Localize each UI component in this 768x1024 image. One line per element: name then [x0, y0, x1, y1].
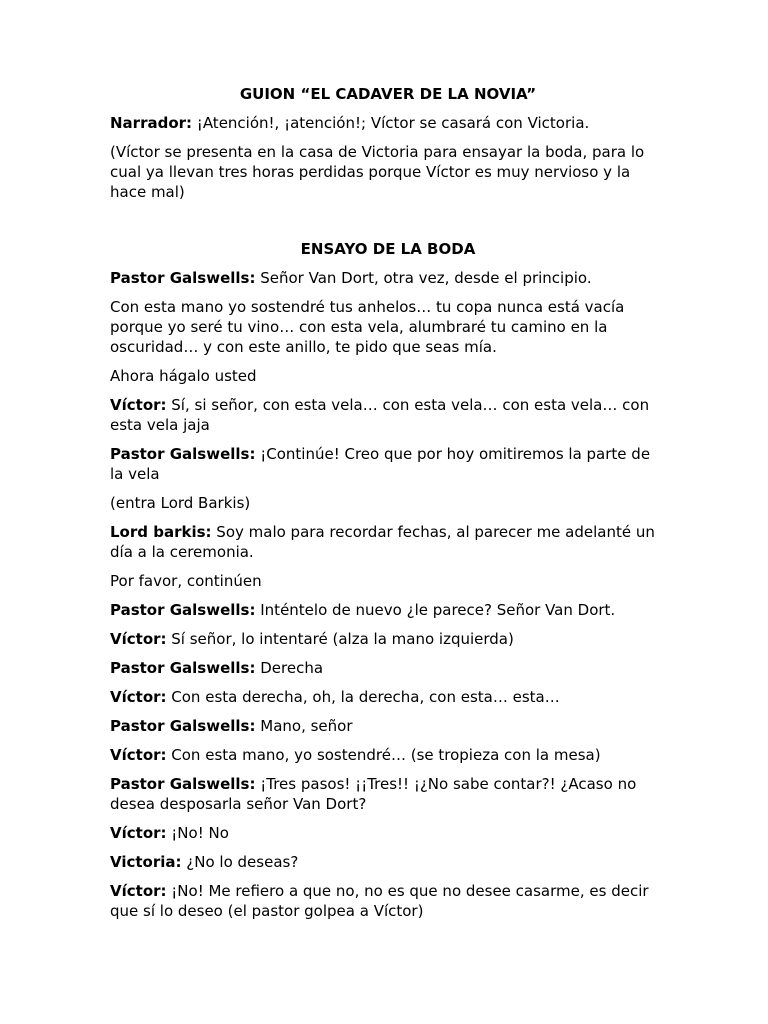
- script-paragraph: [110, 600, 666, 620]
- dialogue-text: (entra Lord Barkis): [110, 494, 251, 512]
- script-paragraph: [110, 774, 666, 814]
- speaker-name: Víctor:: [110, 882, 167, 900]
- dialogue-text: Derecha: [255, 659, 324, 677]
- speaker-name: Víctor:: [110, 688, 167, 706]
- dialogue-text: ¡No! Me refiero a que no, no es que no desee casarme, es decir que sí lo deseo (el pastor golpea a Víctor): [110, 882, 649, 920]
- document-title: GUION “EL CADAVER DE LA NOVIA”: [239, 85, 537, 103]
- dialogue-text: Con esta derecha, oh, la derecha, con esta… esta…: [166, 688, 560, 706]
- speaker-name: Víctor:: [110, 824, 167, 842]
- dialogue-text: Sí señor, lo intentaré (alza la mano izquierda): [166, 630, 514, 648]
- dialogue-text: Inténtelo de nuevo ¿le parece? Señor Van Dort.: [255, 601, 616, 619]
- dialogue-text: Ahora hágalo usted: [110, 367, 257, 385]
- dialogue-text: Señor Van Dort, otra vez, desde el principio.: [255, 269, 592, 287]
- section-title: ENSAYO DE LA BODA: [300, 240, 476, 258]
- intro-section: [110, 113, 666, 202]
- dialogue-text: ¡Continúe! Creo que por hoy omitiremos la parte de la vela: [110, 445, 651, 483]
- speaker-name: Pastor Galswells:: [110, 775, 256, 793]
- speaker-name: Víctor:: [110, 746, 167, 764]
- script-paragraph: [110, 745, 666, 765]
- script-paragraph: [110, 142, 666, 202]
- speaker-name: Víctor:: [110, 630, 167, 648]
- dialogue-text: Con esta mano yo sostendré tus anhelos… tu copa nunca está vacía porque yo seré tu vino… con esta vela, alumbraré tu camino en la oscuridad… y con este anillo, te pido que seas mía.: [110, 298, 625, 356]
- speaker-name: Pastor Galswells:: [110, 717, 256, 735]
- script-paragraph: [110, 881, 666, 921]
- dialogue-text: Por favor, continúen: [110, 572, 262, 590]
- script-paragraph: [110, 444, 666, 484]
- speaker-name: Pastor Galswells:: [110, 269, 256, 287]
- script-paragraph: [110, 823, 666, 843]
- speaker-name: Pastor Galswells:: [110, 659, 256, 677]
- script-paragraph: [110, 268, 666, 288]
- script-paragraph: [110, 395, 666, 435]
- speaker-name: Victoria:: [110, 853, 182, 871]
- speaker-name: Pastor Galswells:: [110, 445, 256, 463]
- script-paragraph: [110, 493, 666, 513]
- dialogue-text: Sí, si señor, con esta vela… con esta vela… con esta vela… con esta vela jaja: [110, 396, 650, 434]
- script-paragraph: [110, 687, 666, 707]
- script-paragraph: [110, 658, 666, 678]
- script-paragraph: [110, 113, 666, 133]
- speaker-name: Lord barkis:: [110, 523, 212, 541]
- dialogue-text: Mano, señor: [255, 717, 353, 735]
- script-paragraph: [110, 571, 666, 591]
- script-paragraph: [110, 522, 666, 562]
- dialogue-text: Soy malo para recordar fechas, al parecer me adelanté un día a la ceremonia.: [110, 523, 655, 561]
- dialogue-section: [110, 268, 666, 921]
- speaker-name: Víctor:: [110, 396, 167, 414]
- script-paragraph: [110, 852, 666, 872]
- speaker-name: Pastor Galswells:: [110, 601, 256, 619]
- dialogue-text: (Víctor se presenta en la casa de Victoria para ensayar la boda, para lo cual ya llevan tres horas perdidas porque Víctor es muy nervioso y la hace mal): [110, 143, 645, 201]
- script-paragraph: [110, 629, 666, 649]
- dialogue-text: ¡Atención!, ¡atención!; Víctor se casará con Victoria.: [192, 114, 590, 132]
- script-content: [110, 84, 666, 930]
- script-paragraph: [110, 716, 666, 736]
- script-paragraph: [110, 366, 666, 386]
- script-paragraph: [110, 297, 666, 357]
- dialogue-text: ¡No! No: [166, 824, 229, 842]
- dialogue-text: ¡Tres pasos! ¡¡Tres!! ¡¿No sabe contar?! ¿Acaso no desea desposarla señor Van Dort?: [110, 775, 637, 813]
- dialogue-text: Con esta mano, yo sostendré… (se tropieza con la mesa): [166, 746, 601, 764]
- dialogue-text: ¿No lo deseas?: [181, 853, 299, 871]
- speaker-name: Narrador:: [110, 114, 193, 132]
